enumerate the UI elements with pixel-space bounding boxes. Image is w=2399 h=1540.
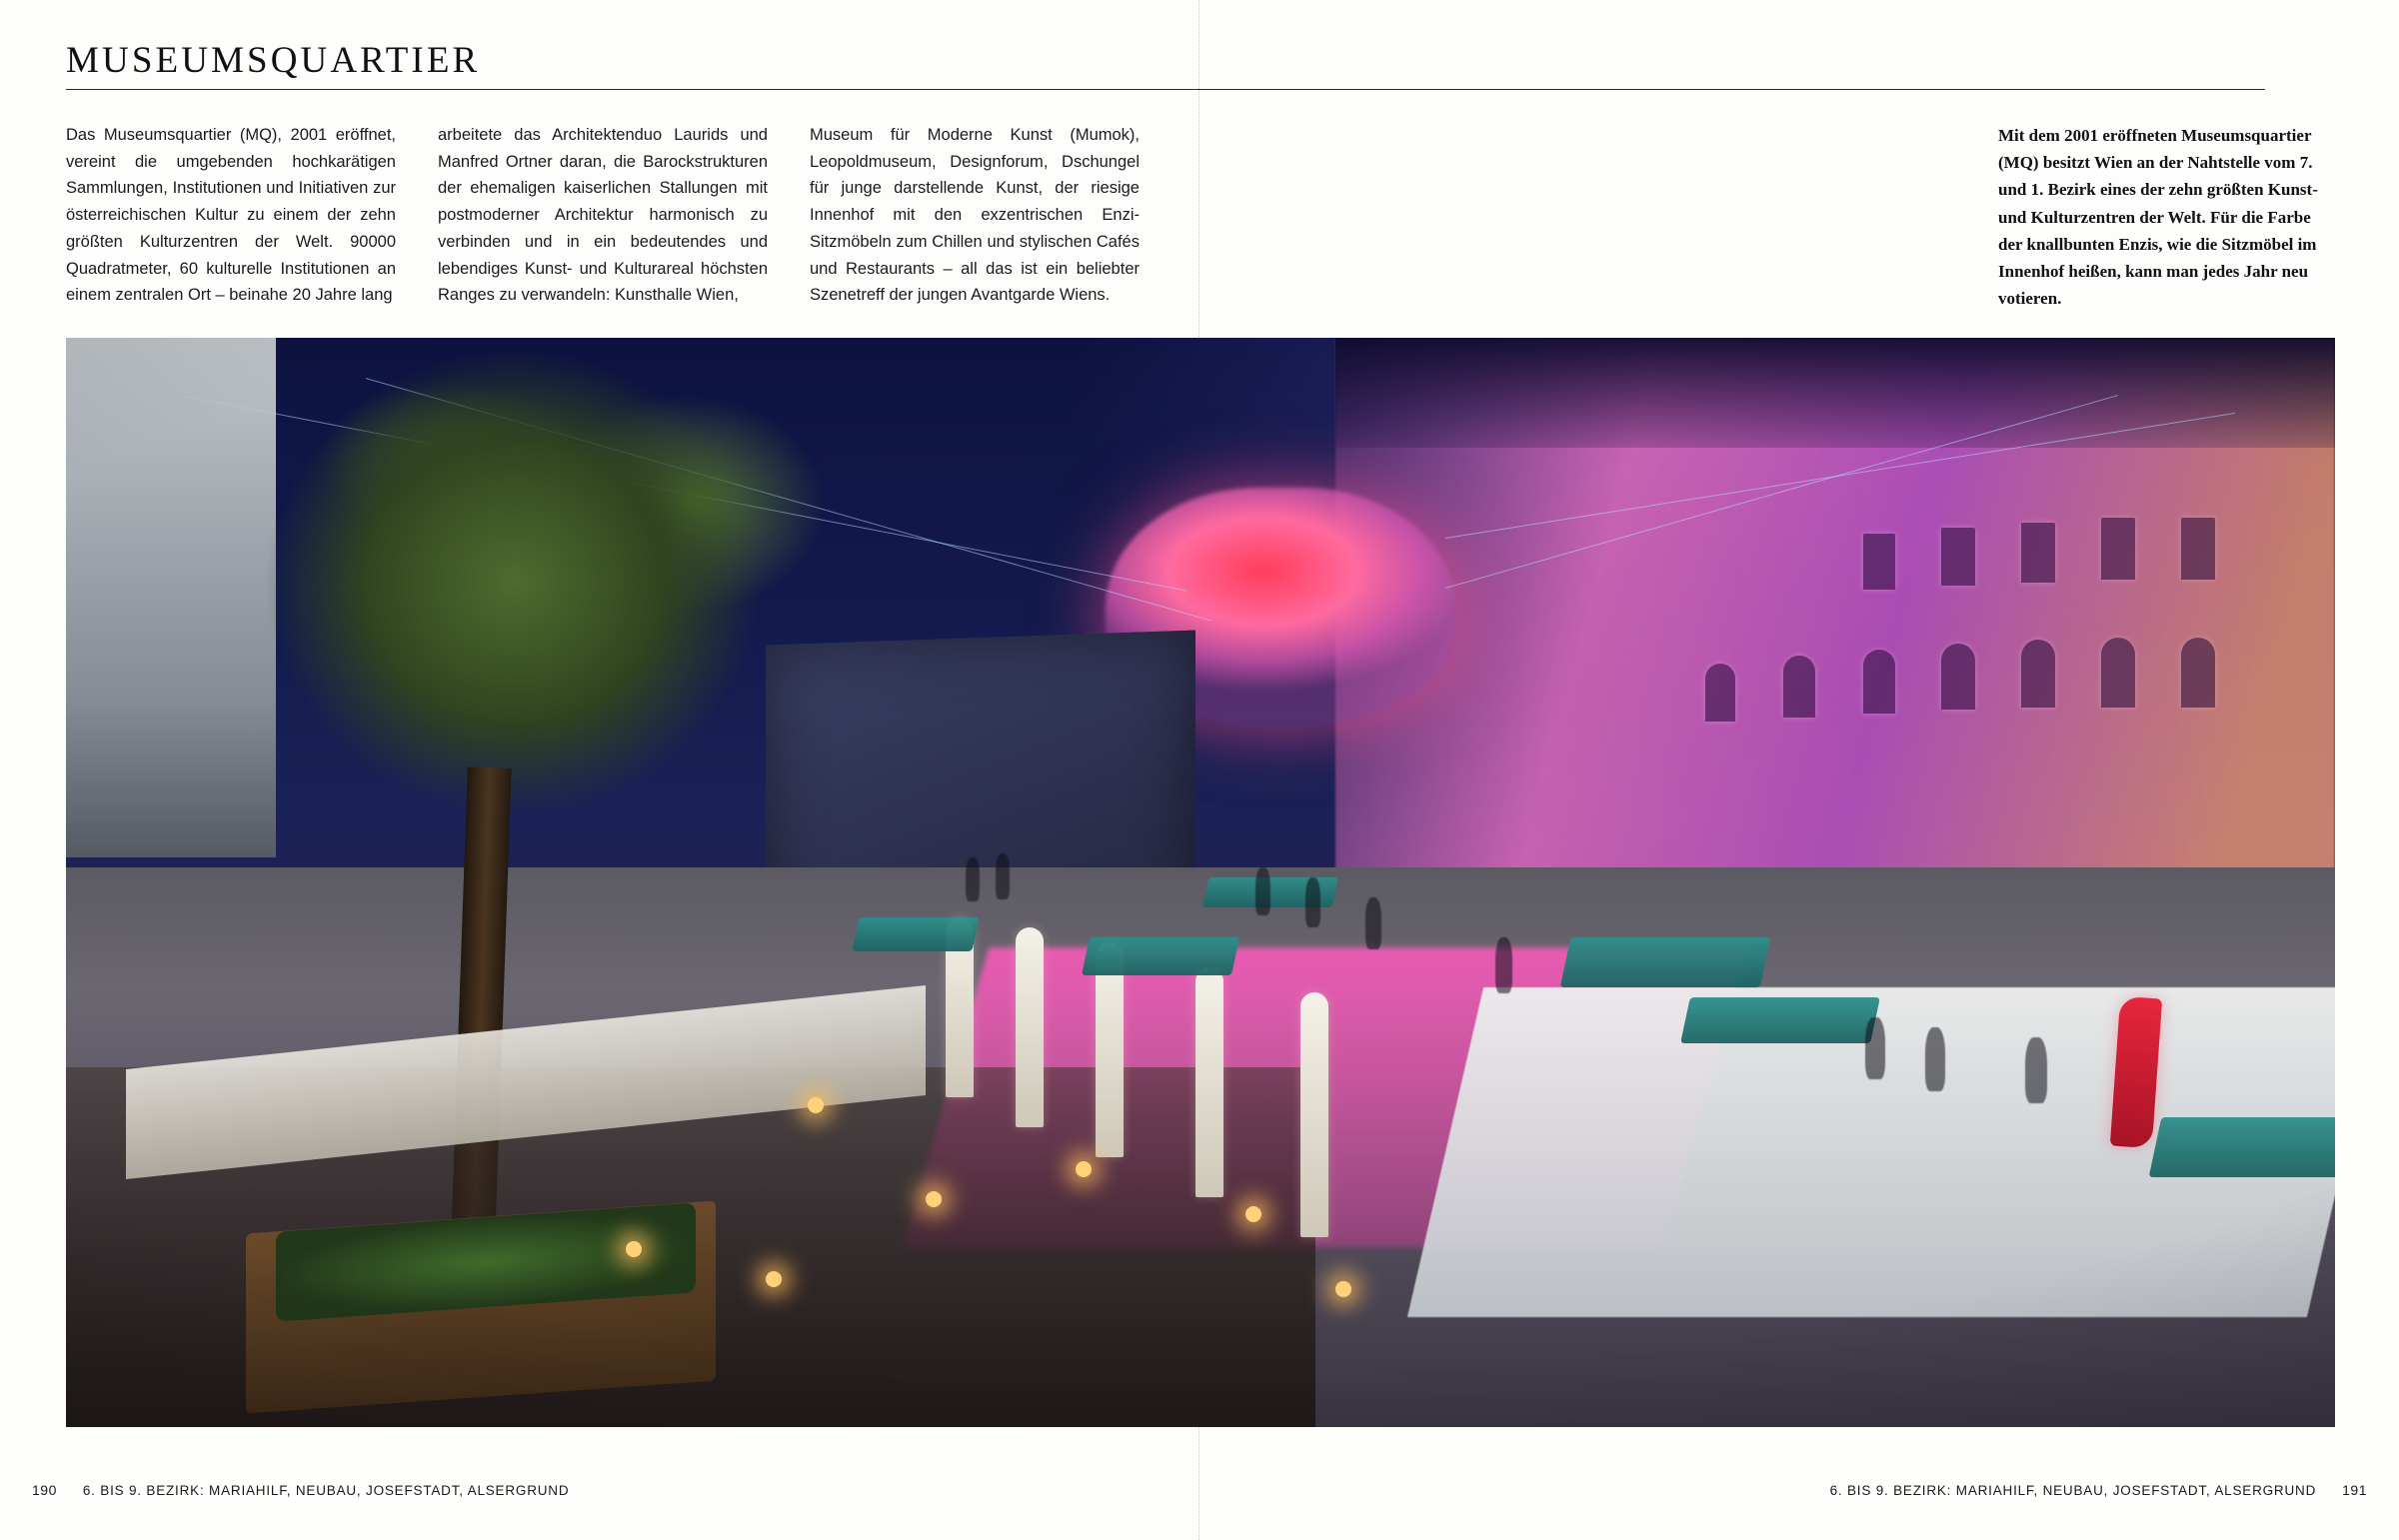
table-lamp — [1076, 1161, 1092, 1177]
facade-window — [1705, 664, 1735, 722]
facade-window — [2101, 638, 2135, 708]
museumsquartier-photo — [66, 338, 2335, 1427]
footer-left — [32, 1482, 569, 1498]
street-lamp-glow — [808, 1097, 824, 1113]
page-number-right: 191 — [2342, 1482, 2367, 1498]
facade-window — [1863, 650, 1895, 714]
visitor-silhouette — [1305, 877, 1320, 927]
table-lamp — [926, 1191, 942, 1207]
visitor-silhouette — [996, 853, 1010, 899]
facade-window — [2021, 523, 2055, 583]
closed-umbrella — [1196, 967, 1223, 1197]
visitor-silhouette — [966, 857, 980, 901]
table-lamp — [766, 1271, 782, 1287]
facade-window — [2021, 640, 2055, 708]
title-rule — [66, 89, 2265, 90]
table-lamp — [1335, 1281, 1351, 1297]
visitor-silhouette — [1365, 897, 1381, 949]
enzi-seat — [1560, 937, 1771, 987]
page-title: MUSEUMSQUARTIER — [66, 40, 481, 81]
body-column-3 — [810, 122, 1140, 309]
facade-roofline — [1335, 338, 2335, 448]
visitor-silhouette — [1925, 1027, 1945, 1091]
closed-umbrella — [1016, 927, 1044, 1127]
body-column-2 — [438, 122, 768, 309]
left-building — [66, 338, 276, 857]
facade-window — [1941, 528, 1975, 586]
body-columns — [66, 122, 1141, 309]
facade-window — [2181, 638, 2215, 708]
running-head-left: 6. BIS 9. BEZIRK: MARIAHILF, NEUBAU, JOSEFSTADT, ALSERGRUND — [82, 1482, 570, 1498]
page-number-left: 190 — [32, 1482, 57, 1498]
tree-canopy — [266, 348, 886, 867]
facade-window — [1863, 534, 1895, 590]
enzi-seat — [852, 917, 979, 951]
enzi-seat — [2149, 1117, 2335, 1177]
body-text-1: Das Museumsquartier (MQ), 2001 eröffnet, vereint die umgebenden hochkarätigen Sammlungen, Institutionen und Initiativen zur österreichischen Kultur zu einem der zehn größten Kulturzentren der Welt. 90000 Quadratmeter, 60 kulturelle Institutionen an einem zentralen Ort – beinahe 20 Jahre lang — [66, 126, 396, 305]
visitor-silhouette — [1255, 867, 1270, 915]
footer-right — [1830, 1482, 2367, 1498]
table-lamp — [626, 1241, 642, 1257]
facade-window — [1941, 644, 1975, 710]
lead-text: Mit dem 2001 eröffneten Museumsquartier (MQ) besitzt Wien an der Nahtstelle vom 7. und 1. Bezirk eines der zehn größten Kunst- und Kulturzentren der Welt. Für die Farbe der knallbunten Enzis, wie die Sitzmöbel im Innenhof heißen, kann man jedes Jahr neu votieren. — [1998, 126, 2318, 309]
running-head-right: 6. BIS 9. BEZIRK: MARIAHILF, NEUBAU, JOSEFSTADT, ALSERGRUND — [1829, 1482, 2317, 1498]
closed-umbrella — [1300, 992, 1328, 1237]
visitor-silhouette — [1865, 1017, 1885, 1079]
visitor-silhouette — [1495, 937, 1512, 993]
facade-window — [1783, 656, 1815, 718]
enzi-seat — [1680, 997, 1880, 1043]
facade-window — [2181, 518, 2215, 580]
enzi-seat — [1082, 937, 1239, 975]
body-column-1 — [66, 122, 396, 309]
table-lamp — [1245, 1206, 1261, 1222]
body-text-3: Museum für Moderne Kunst (Mumok), Leopoldmuseum, Designforum, Dschungel für junge darstellende Kunst, der riesige Innenhof mit den exzentrischen Enzi-Sitzmöbeln zum Chillen und stylischen Cafés und Restaurants – all das ist ein beliebter Szenetreff der jungen Avantgarde Wiens. — [810, 126, 1140, 305]
page-title-block — [66, 42, 2335, 90]
visitor-silhouette — [2025, 1037, 2047, 1103]
body-text-2: arbeitete das Architektenduo Laurids und Manfred Ortner daran, die Barockstrukturen der ehemaligen kaiserlichen Stallungen mit postmoderner Architektur harmonisch zu verbinden und in ein bedeutendes und lebendiges Kunst- und Kulturareal höchsten Ranges zu verwandeln: Kunsthalle Wien, — [438, 126, 768, 305]
facade-window — [2101, 518, 2135, 580]
lead-paragraph — [1998, 122, 2335, 312]
